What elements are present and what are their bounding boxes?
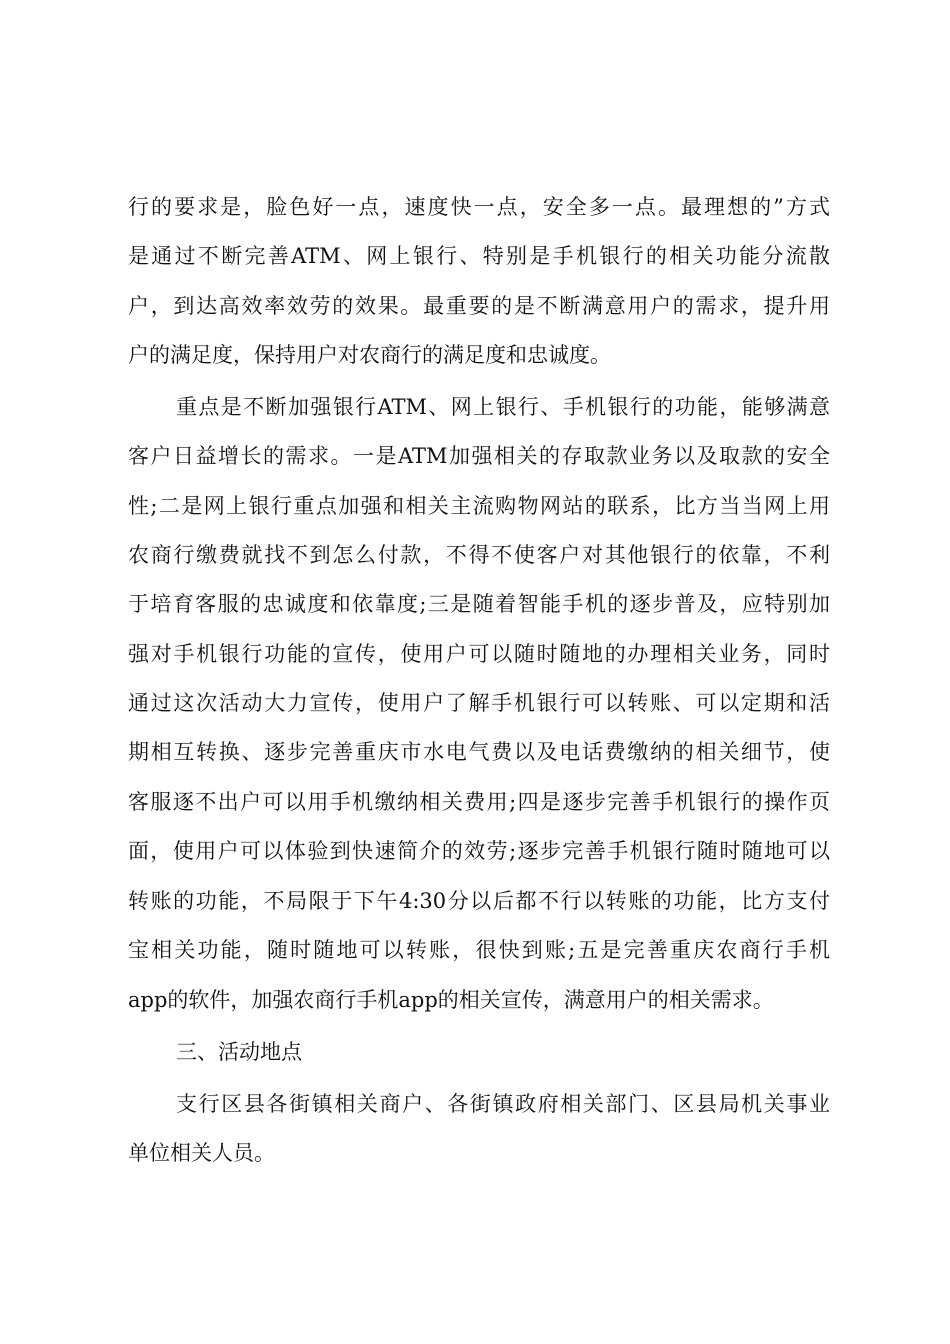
paragraph-line: 行的要求是，脸色好一点，速度快一点，安全多一点。最理想的”方式 bbox=[128, 195, 830, 219]
paragraph-line: 农商行缴费就找不到怎么付款，不得不使客户对其他银行的依靠，不利 bbox=[128, 543, 830, 567]
section-heading: 三、活动地点 bbox=[176, 1040, 302, 1064]
paragraph-line: 户的满足度，保持用户对农商行的满足度和忠诚度。 bbox=[128, 343, 611, 367]
paragraph-line: 性;二是网上银行重点加强和相关主流购物网站的联系，比方当当网上用 bbox=[128, 494, 830, 518]
paragraph-line: app的软件，加强农商行手机app的相关宣传，满意用户的相关需求。 bbox=[128, 988, 774, 1012]
paragraph-line: 户，到达高效率效劳的效果。最重要的是不断满意用户的需求，提升用 bbox=[128, 294, 830, 318]
paragraph-line: 宝相关功能，随时随地可以转账，很快到账;五是完善重庆农商行手机 bbox=[128, 938, 830, 962]
paragraph-line: 强对手机银行功能的宣传，使用户可以随时随地的办理相关业务，同时 bbox=[128, 642, 830, 666]
paragraph-line: 重点是不断加强银行ATM、网上银行、手机银行的功能，能够满意 bbox=[176, 395, 830, 419]
paragraph-line: 支行区县各街镇相关商户、各街镇政府相关部门、区县局机关事业 bbox=[176, 1092, 830, 1116]
paragraph-line: 客服逐不出户可以用手机缴纳相关费用;四是逐步完善手机银行的操作页 bbox=[128, 790, 830, 814]
paragraph-line: 转账的功能，不局限于下午4:30分以后都不行以转账的功能，比方支付 bbox=[128, 889, 830, 913]
paragraph-line: 是通过不断完善ATM、网上银行、特别是手机银行的相关功能分流散 bbox=[128, 244, 830, 268]
paragraph-line: 单位相关人员。 bbox=[128, 1141, 275, 1165]
paragraph-line: 面，使用户可以体验到快速简介的效劳;逐步完善手机银行随时随地可以 bbox=[128, 839, 830, 863]
paragraph-line: 通过这次活动大力宣传，使用户了解手机银行可以转账、可以定期和活 bbox=[128, 691, 830, 715]
paragraph-line: 客户日益增长的需求。一是ATM加强相关的存取款业务以及取款的安全 bbox=[128, 444, 830, 468]
paragraph-line: 于培育客服的忠诚度和依靠度;三是随着智能手机的逐步普及，应特别加 bbox=[128, 592, 830, 616]
paragraph-line: 期相互转换、逐步完善重庆市水电气费以及电话费缴纳的相关细节，使 bbox=[128, 740, 830, 764]
